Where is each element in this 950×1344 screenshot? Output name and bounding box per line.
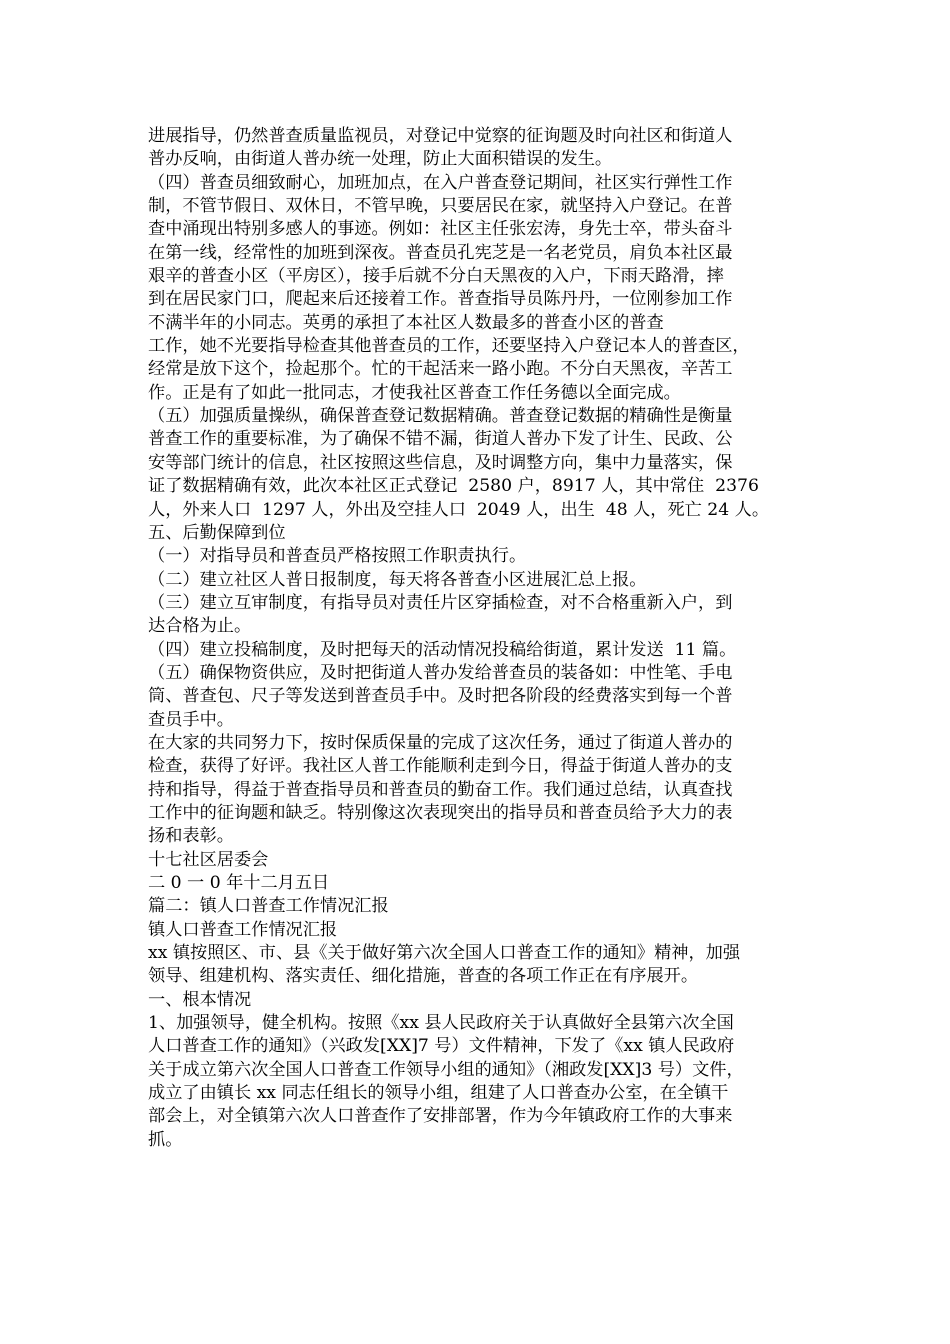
text-line: 证了数据精确有效，此次本社区正式登记 2580 户，8917 人，其中常住 2376 bbox=[148, 476, 759, 497]
text-line: 筒、普查包、尺子等发送到普查员手中。及时把各阶段的经费落实到每一个普 bbox=[148, 686, 733, 707]
text-line: 进展指导，仍然普查质量监视员，对登记中觉察的征询题及时向社区和街道人 bbox=[148, 126, 733, 146]
text-line: 1、加强领导，健全机构。按照《xx 县人民政府关于认真做好全县第六次全国 bbox=[148, 1013, 734, 1034]
text-line: （五）确保物资供应，及时把街道人普办发给普查员的装备如：中性笔、手电 bbox=[148, 662, 733, 683]
text-line: （一）对指导员和普查员严格按照工作职责执行。 bbox=[148, 546, 527, 567]
text-line: （四）普查员细致耐心，加班加点，在入户普查登记期间，社区实行弹性工作 bbox=[148, 172, 733, 193]
signature-org: 十七社区居委会 bbox=[148, 849, 269, 870]
text-line: 经常是放下这个，捡起那个。忙的干起活来一路小跑。不分白天黑夜，辛苦工 bbox=[148, 359, 733, 380]
section-heading: 一、根本情况 bbox=[148, 989, 252, 1010]
text-line: 领导、组建机构、落实责任、细化措施，普查的各项工作正在有序展开。 bbox=[148, 966, 699, 987]
text-line: 到在居民家门口，爬起来后还接着工作。普查指导员陈丹丹，一位刚参加工作 bbox=[148, 289, 733, 310]
signature-date: 二 0 一 0 年十二月五日 bbox=[148, 873, 330, 893]
text-line: 制，不管节假日、双休日，不管早晚，只要居民在家，就坚持入户登记。在普 bbox=[148, 196, 733, 217]
text-line: （二）建立社区人普日报制度，每天将各普查小区进展汇总上报。 bbox=[148, 569, 647, 590]
text-line: xx 镇按照区、市、县《关于做好第六次全国人口普查工作的通知》精神，加强 bbox=[148, 943, 741, 964]
chapter-heading: 篇二：镇人口普查工作情况汇报 bbox=[148, 896, 389, 917]
text-line: （五）加强质量操纵，确保普查登记数据精确。普查登记数据的精确性是衡量 bbox=[148, 406, 733, 427]
text-line: 艰辛的普查小区（平房区），接手后就不分白天黑夜的入户，下雨天路滑，摔 bbox=[148, 266, 724, 287]
section-heading: 五、后勤保障到位 bbox=[148, 522, 286, 543]
text-line: 人，外来人口 1297 人，外出及空挂人口 2049 人，出生 48 人，死亡 24 人。 bbox=[148, 499, 770, 520]
text-line: 成立了由镇长 xx 同志任组长的领导小组，组建了人口普查办公室，在全镇干 bbox=[148, 1083, 729, 1104]
text-line: 不满半年的小同志。英勇的承担了本社区人数最多的普查小区的普查 bbox=[148, 312, 664, 333]
text-line: 关于成立第六次全国人口普查工作领导小组的通知》（湘政发[XX]3 号）文件， bbox=[148, 1059, 744, 1080]
text-line: 查员手中。 bbox=[148, 709, 234, 730]
text-line: 达合格为止。 bbox=[148, 616, 252, 637]
text-line: 普办反响，由街道人普办统一处理，防止大面积错误的发生。 bbox=[148, 149, 613, 170]
text-line: 部会上，对全镇第六次人口普查作了安排部署，作为今年镇政府工作的大事来 bbox=[148, 1106, 733, 1127]
report-title: 镇人口普查工作情况汇报 bbox=[148, 919, 338, 940]
text-line: 持和指导，得益于普查指导员和普查员的勤奋工作。我们通过总结，认真查找 bbox=[148, 779, 733, 800]
text-line: 检查，获得了好评。我社区人普工作能顺利走到今日，得益于街道人普办的支 bbox=[148, 756, 733, 777]
text-line: 工作，她不光要指导检查其他普查员的工作，还要坚持入户登记本人的普查区， bbox=[148, 336, 750, 357]
text-line: 查中涌现出特别多感人的事迹。例如：社区主任张宏涛，身先士卒，带头奋斗 bbox=[148, 219, 733, 240]
text-line: （四）建立投稿制度，及时把每天的活动情况投稿给街道，累计发送 11 篇。 bbox=[148, 639, 737, 660]
text-line: 在第一线，经常性的加班到深夜。普查员孔宪芝是一名老党员，肩负本社区最 bbox=[148, 242, 733, 263]
text-line: 扬和表彰。 bbox=[148, 826, 234, 847]
text-line: 安等部门统计的信息，社区按照这些信息，及时调整方向，集中力量落实，保 bbox=[148, 452, 733, 473]
text-line: 普查工作的重要标准，为了确保不错不漏，街道人普办下发了计生、民政、公 bbox=[148, 429, 733, 450]
text-line: 人口普查工作的通知》（兴政发[XX]7 号）文件精神，下发了《xx 镇人民政府 bbox=[148, 1036, 735, 1057]
text-line: （三）建立互审制度，有指导员对责任片区穿插检查，对不合格重新入户，到 bbox=[148, 592, 733, 613]
document-page bbox=[148, 125, 813, 1152]
text-line: 在大家的共同努力下，按时保质保量的完成了这次任务，通过了街道人普办的 bbox=[148, 732, 733, 753]
text-line: 工作中的征询题和缺乏。特别像这次表现突出的指导员和普查员给予大力的表 bbox=[148, 802, 733, 823]
text-line: 抓。 bbox=[148, 1129, 183, 1150]
text-line: 作。正是有了如此一批同志，才使我社区普查工作任务德以全面完成。 bbox=[148, 382, 681, 403]
